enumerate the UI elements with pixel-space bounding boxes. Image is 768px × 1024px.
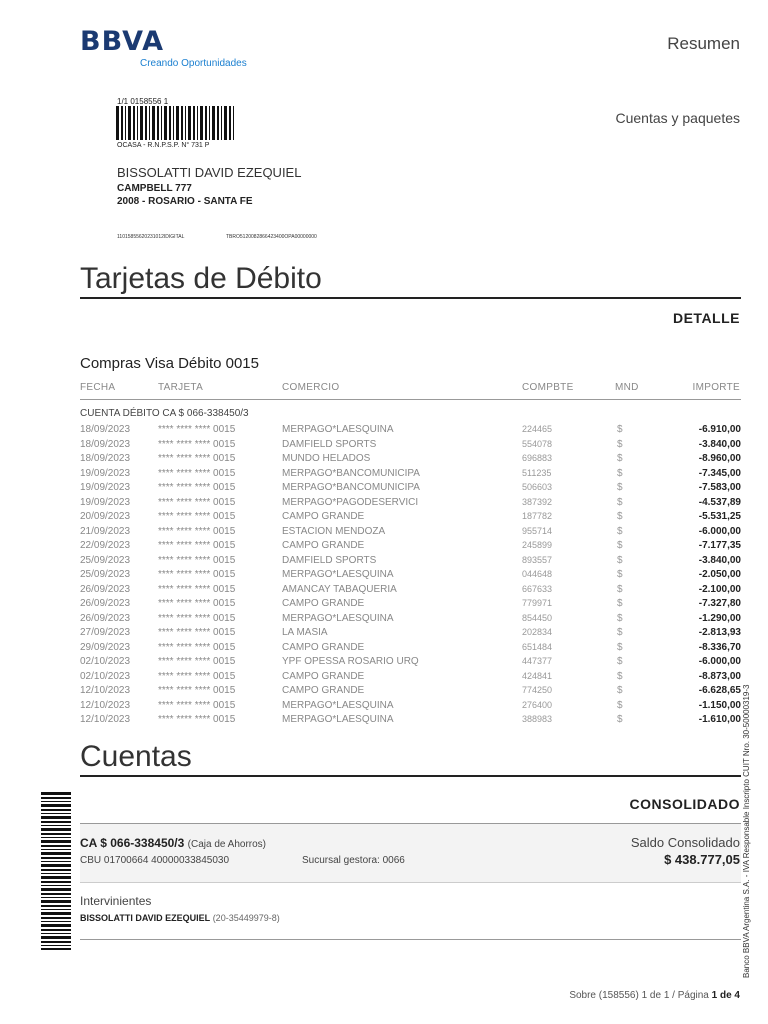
row-card: **** **** **** 0015 bbox=[158, 627, 236, 638]
row-merchant: ESTACION MENDOZA bbox=[282, 525, 386, 537]
bbva-logo bbox=[80, 28, 247, 69]
row-card: **** **** **** 0015 bbox=[158, 511, 236, 522]
brand-name: BBVA bbox=[80, 26, 165, 57]
document-type: Resumen bbox=[667, 34, 740, 53]
page-footer bbox=[569, 990, 740, 1001]
footer-prefix: Sobre (158556) 1 de 1 / Página bbox=[569, 990, 709, 1001]
row-merchant: MERPAGO*BANCOMUNICIPA bbox=[282, 482, 420, 493]
divider bbox=[80, 939, 741, 940]
consolidado-tag: CONSOLIDADO bbox=[629, 796, 740, 812]
row-card: **** **** **** 0015 bbox=[158, 641, 236, 653]
table-row bbox=[80, 656, 741, 671]
table-row bbox=[80, 685, 741, 700]
recipient-name: BISSOLATTI DAVID EZEQUIEL bbox=[117, 165, 302, 180]
brand-tagline: Creando Oportunidades bbox=[140, 58, 247, 69]
debit-section-title: Tarjetas de Débito bbox=[80, 262, 322, 295]
row-currency: $ bbox=[617, 511, 623, 522]
row-card: **** **** **** 0015 bbox=[158, 612, 236, 624]
row-merchant: MERPAGO*PAGODESERVICI bbox=[282, 496, 419, 508]
cuentas-section-title: Cuentas bbox=[80, 740, 192, 773]
row-currency: $ bbox=[617, 569, 623, 580]
table-row bbox=[80, 700, 741, 715]
row-currency: $ bbox=[617, 699, 623, 711]
row-date: 19/09/2023 bbox=[80, 482, 131, 493]
row-voucher: 955714 bbox=[522, 525, 553, 536]
row-card: **** **** **** 0015 bbox=[158, 424, 236, 435]
row-voucher: 779971 bbox=[522, 598, 553, 608]
barcode-caption: OCASA - R.N.P.S.P. N° 731 P bbox=[117, 142, 210, 149]
account-number bbox=[80, 836, 266, 850]
row-date: 25/09/2023 bbox=[80, 569, 131, 580]
col-fecha: FECHA bbox=[80, 382, 116, 393]
account-summary-box bbox=[80, 823, 741, 883]
table-row bbox=[80, 569, 741, 584]
row-merchant: AMANCAY TABAQUERIA bbox=[282, 583, 397, 595]
row-date: 12/10/2023 bbox=[80, 699, 131, 711]
row-amount: -2.813,93 bbox=[698, 627, 741, 638]
row-date: 18/09/2023 bbox=[80, 424, 131, 435]
mailing-code-2: TBRO5120082866423400OPA00000000 bbox=[226, 234, 317, 240]
mailing-code-1: 11015855620231012IDIGITAL bbox=[117, 234, 185, 240]
interviniente-name: BISSOLATTI DAVID EZEQUIEL bbox=[80, 913, 211, 923]
card-subtitle: Compras Visa Débito 0015 bbox=[80, 355, 259, 372]
table-row bbox=[80, 714, 741, 729]
row-merchant: CAMPO GRANDE bbox=[282, 641, 365, 653]
divider bbox=[80, 297, 741, 299]
account-number-value: CA $ 066-338450/3 bbox=[80, 836, 185, 850]
row-merchant: MERPAGO*LAESQUINA bbox=[282, 699, 394, 711]
row-amount: -1.150,00 bbox=[698, 699, 741, 711]
row-card: **** **** **** 0015 bbox=[158, 540, 236, 551]
row-card: **** **** **** 0015 bbox=[158, 656, 236, 667]
row-merchant: CAMPO GRANDE bbox=[282, 685, 365, 696]
row-amount: -8.873,00 bbox=[698, 670, 741, 682]
table-row bbox=[80, 540, 741, 555]
barcode-number: 1/1 0158556 1 bbox=[117, 97, 169, 106]
row-currency: $ bbox=[617, 438, 623, 450]
row-voucher: 276400 bbox=[522, 699, 553, 710]
row-date: 29/09/2023 bbox=[80, 641, 131, 653]
table-row bbox=[80, 439, 741, 454]
row-card: **** **** **** 0015 bbox=[158, 670, 236, 682]
table-row bbox=[80, 526, 741, 541]
row-amount: -3.840,00 bbox=[698, 438, 741, 450]
row-amount: -8.336,70 bbox=[698, 641, 741, 653]
row-card: **** **** **** 0015 bbox=[158, 453, 236, 464]
row-date: 18/09/2023 bbox=[80, 453, 131, 464]
row-amount: -3.840,00 bbox=[698, 554, 741, 566]
row-merchant: DAMFIELD SPORTS bbox=[282, 438, 377, 450]
row-date: 25/09/2023 bbox=[80, 554, 131, 566]
row-merchant: CAMPO GRANDE bbox=[282, 598, 365, 609]
col-importe: IMPORTE bbox=[692, 382, 740, 393]
row-currency: $ bbox=[617, 424, 623, 435]
row-currency: $ bbox=[617, 482, 623, 493]
row-voucher: 387392 bbox=[522, 496, 553, 507]
row-card: **** **** **** 0015 bbox=[158, 525, 236, 537]
divider bbox=[80, 775, 741, 777]
row-date: 02/10/2023 bbox=[80, 670, 131, 682]
row-amount: -5.531,25 bbox=[698, 511, 741, 522]
row-date: 18/09/2023 bbox=[80, 438, 131, 450]
row-amount: -2.050,00 bbox=[698, 569, 741, 580]
row-card: **** **** **** 0015 bbox=[158, 467, 236, 479]
row-card: **** **** **** 0015 bbox=[158, 583, 236, 595]
account-label: CUENTA DÉBITO CA $ 066-338450/3 bbox=[80, 408, 249, 419]
row-card: **** **** **** 0015 bbox=[158, 569, 236, 580]
address-line-2: 2008 - ROSARIO - SANTA FE bbox=[117, 196, 253, 207]
row-merchant: MERPAGO*LAESQUINA bbox=[282, 569, 394, 580]
bank-legal-note: Banco BBVA Argentina S.A. - IVA Responsable Inscripto CUIT Nro. 30-50000319-3 bbox=[742, 684, 751, 978]
cbu: CBU 01700664 40000033845030 bbox=[80, 855, 230, 866]
row-voucher: 774250 bbox=[522, 685, 553, 695]
row-merchant: MUNDO HELADOS bbox=[282, 453, 371, 464]
row-amount: -4.537,89 bbox=[698, 496, 741, 508]
row-merchant: CAMPO GRANDE bbox=[282, 540, 365, 551]
row-currency: $ bbox=[617, 598, 623, 609]
row-currency: $ bbox=[617, 467, 623, 479]
row-voucher: 187782 bbox=[522, 511, 553, 521]
sucursal: Sucursal gestora: 0066 bbox=[302, 855, 405, 866]
detalle-tag: DETALLE bbox=[672, 310, 740, 326]
row-date: 26/09/2023 bbox=[80, 598, 131, 609]
barcode-icon bbox=[41, 792, 71, 950]
row-currency: $ bbox=[617, 641, 623, 653]
table-row bbox=[80, 642, 741, 657]
table-row bbox=[80, 555, 741, 570]
col-tarjeta: TARJETA bbox=[158, 382, 204, 393]
row-card: **** **** **** 0015 bbox=[158, 438, 236, 450]
transactions-table bbox=[80, 424, 741, 729]
table-row bbox=[80, 453, 741, 468]
row-card: **** **** **** 0015 bbox=[158, 496, 236, 508]
row-voucher: 245899 bbox=[522, 540, 553, 550]
row-merchant: DAMFIELD SPORTS bbox=[282, 554, 377, 566]
row-currency: $ bbox=[617, 656, 623, 667]
row-merchant: MERPAGO*LAESQUINA bbox=[282, 612, 394, 624]
barcode-icon bbox=[116, 106, 234, 140]
row-voucher: 447377 bbox=[522, 656, 553, 666]
table-row bbox=[80, 424, 741, 439]
row-card: **** **** **** 0015 bbox=[158, 482, 236, 493]
row-amount: -2.100,00 bbox=[698, 583, 741, 595]
page-number: 1 de 4 bbox=[711, 990, 740, 1001]
interviniente bbox=[80, 913, 280, 923]
col-compbte: COMPBTE bbox=[522, 382, 574, 393]
interviniente-id: (20-35449979-8) bbox=[212, 913, 280, 923]
row-date: 22/09/2023 bbox=[80, 540, 131, 551]
row-merchant: MERPAGO*LAESQUINA bbox=[282, 714, 394, 725]
row-amount: -6.000,00 bbox=[698, 656, 741, 667]
row-amount: -1.290,00 bbox=[698, 612, 741, 624]
row-currency: $ bbox=[617, 627, 623, 638]
row-voucher: 424841 bbox=[522, 670, 553, 681]
row-amount: -8.960,00 bbox=[698, 453, 741, 464]
row-voucher: 651484 bbox=[522, 641, 553, 652]
row-currency: $ bbox=[617, 583, 623, 595]
row-amount: -6.910,00 bbox=[698, 424, 741, 435]
row-merchant: YPF OPESSA ROSARIO URQ bbox=[282, 656, 419, 667]
row-merchant: MERPAGO*LAESQUINA bbox=[282, 424, 394, 435]
row-date: 26/09/2023 bbox=[80, 583, 131, 595]
row-merchant: LA MASIA bbox=[282, 627, 328, 638]
row-voucher: 554078 bbox=[522, 438, 553, 449]
row-card: **** **** **** 0015 bbox=[158, 714, 236, 725]
row-voucher: 224465 bbox=[522, 424, 553, 434]
saldo-value: $ 438.777,05 bbox=[664, 852, 740, 867]
col-mnd: MND bbox=[615, 382, 639, 393]
row-date: 19/09/2023 bbox=[80, 467, 131, 479]
row-voucher: 044648 bbox=[522, 569, 553, 579]
row-currency: $ bbox=[617, 453, 623, 464]
row-currency: $ bbox=[617, 714, 623, 725]
row-currency: $ bbox=[617, 540, 623, 551]
row-amount: -7.327,80 bbox=[698, 598, 741, 609]
row-currency: $ bbox=[617, 685, 623, 696]
row-voucher: 202834 bbox=[522, 627, 553, 637]
row-amount: -7.177,35 bbox=[698, 540, 741, 551]
row-voucher: 854450 bbox=[522, 612, 553, 623]
row-amount: -6.000,00 bbox=[698, 525, 741, 537]
row-amount: -7.345,00 bbox=[698, 467, 741, 479]
row-card: **** **** **** 0015 bbox=[158, 554, 236, 566]
row-amount: -7.583,00 bbox=[698, 482, 741, 493]
row-card: **** **** **** 0015 bbox=[158, 685, 236, 696]
saldo-label: Saldo Consolidado bbox=[630, 835, 740, 850]
row-voucher: 511235 bbox=[522, 467, 552, 478]
row-date: 12/10/2023 bbox=[80, 714, 131, 725]
table-row bbox=[80, 497, 741, 512]
row-currency: $ bbox=[617, 612, 623, 624]
row-voucher: 696883 bbox=[522, 453, 553, 463]
table-row bbox=[80, 584, 741, 599]
table-row bbox=[80, 671, 741, 686]
table-row bbox=[80, 613, 741, 628]
row-card: **** **** **** 0015 bbox=[158, 598, 236, 609]
row-date: 19/09/2023 bbox=[80, 496, 131, 508]
row-amount: -6.628,65 bbox=[698, 685, 741, 696]
row-date: 21/09/2023 bbox=[80, 525, 131, 537]
intervinientes-title: Intervinientes bbox=[80, 894, 152, 908]
row-voucher: 667633 bbox=[522, 583, 553, 594]
row-date: 20/09/2023 bbox=[80, 511, 131, 522]
row-card: **** **** **** 0015 bbox=[158, 699, 236, 711]
row-currency: $ bbox=[617, 496, 623, 508]
row-date: 26/09/2023 bbox=[80, 612, 131, 624]
row-date: 02/10/2023 bbox=[80, 656, 131, 667]
address-line-1: CAMPBELL 777 bbox=[117, 183, 192, 194]
table-row bbox=[80, 468, 741, 483]
col-comercio: COMERCIO bbox=[282, 382, 340, 393]
row-merchant: MERPAGO*BANCOMUNICIPA bbox=[282, 467, 420, 479]
header-divider bbox=[80, 399, 741, 400]
row-currency: $ bbox=[617, 670, 623, 682]
row-voucher: 388983 bbox=[522, 714, 553, 724]
row-voucher: 506603 bbox=[522, 482, 553, 492]
row-amount: -1.610,00 bbox=[698, 714, 741, 725]
account-type: (Caja de Ahorros) bbox=[187, 839, 267, 850]
row-merchant: CAMPO GRANDE bbox=[282, 511, 365, 522]
table-row bbox=[80, 627, 741, 642]
row-date: 12/10/2023 bbox=[80, 685, 131, 696]
table-row bbox=[80, 598, 741, 613]
row-date: 27/09/2023 bbox=[80, 627, 131, 638]
row-currency: $ bbox=[617, 554, 623, 566]
row-merchant: CAMPO GRANDE bbox=[282, 670, 365, 682]
row-currency: $ bbox=[617, 525, 623, 537]
section-type: Cuentas y paquetes bbox=[615, 110, 740, 126]
table-row bbox=[80, 482, 741, 497]
table-row bbox=[80, 511, 741, 526]
row-voucher: 893557 bbox=[522, 554, 553, 565]
